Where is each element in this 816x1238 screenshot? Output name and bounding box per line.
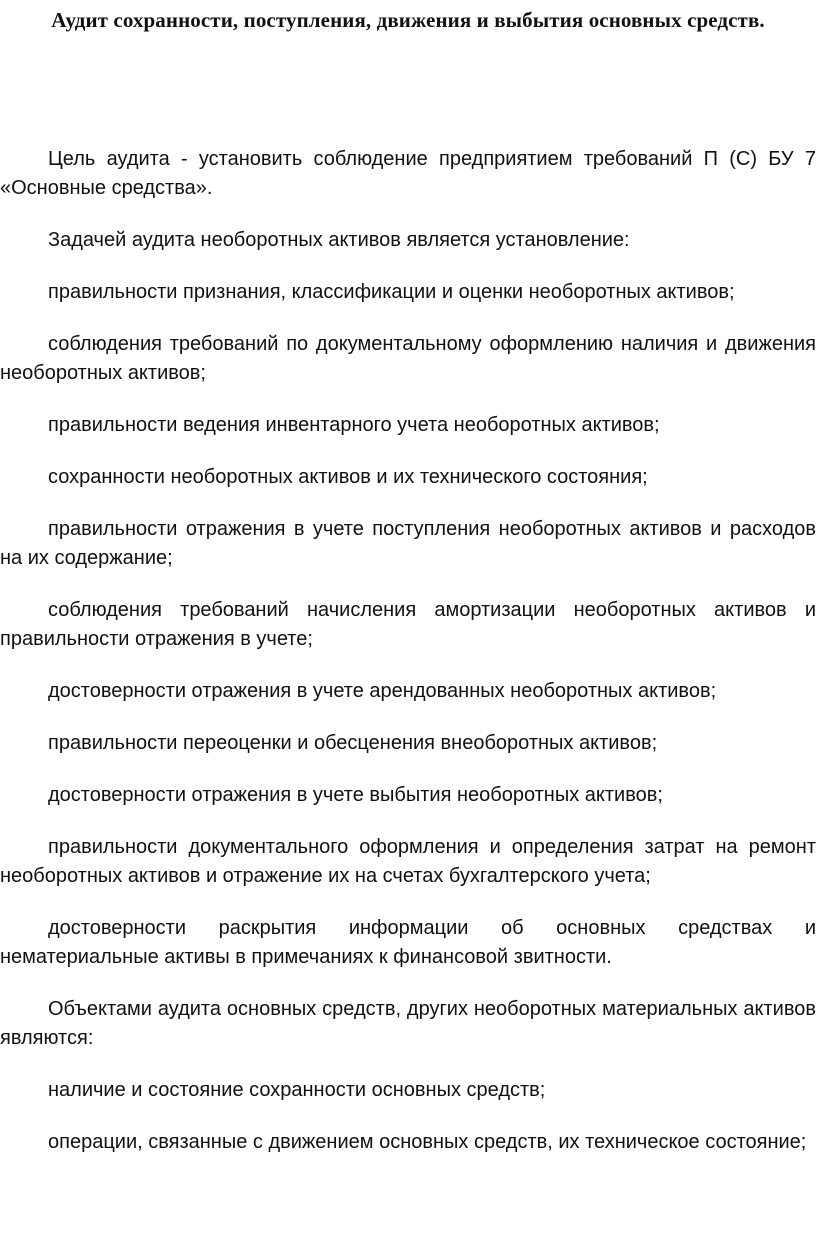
list-item: соблюдения требований по документальному оформлению наличия и движения необоротных активов; xyxy=(0,333,816,384)
list-item: правильности переоценки и обесценения внеоборотных активов; xyxy=(48,732,658,754)
list-item: наличие и состояние сохранности основных средств; xyxy=(48,1079,546,1101)
list-item: сохранности необоротных активов и их технического состояния; xyxy=(48,466,648,488)
document-body xyxy=(0,145,816,1157)
paragraph-audit-objects-intro: Объектами аудита основных средств, других необоротных материальных активов являются: xyxy=(0,998,816,1049)
paragraph-audit-tasks-intro: Задачей аудита необоротных активов является установление: xyxy=(48,229,630,251)
list-item: операции, связанные с движением основных средств, их техническое состояние; xyxy=(48,1131,807,1153)
list-item: достоверности раскрытия информации об основных средствах и нематериальные активы в примечаниях к финансовой звитности. xyxy=(0,917,816,968)
list-item: достоверности отражения в учете арендованных необоротных активов; xyxy=(48,680,717,702)
list-item: правильности документального оформления и определения затрат на ремонт необоротных активов и отражение их на счетах бухгалтерского учета; xyxy=(0,836,816,887)
list-item: правильности признания, классификации и оценки необоротных активов; xyxy=(48,281,735,303)
paragraph-audit-goal: Цель аудита - установить соблюдение предприятием требований П (С) БУ 7 «Основные средства». xyxy=(0,148,816,199)
list-item: соблюдения требований начисления амортизации необоротных активов и правильности отражения в учете; xyxy=(0,599,816,650)
document-title: Аудит сохранности, поступления, движения и выбытия основных средств. xyxy=(51,8,765,32)
list-item: достоверности отражения в учете выбытия необоротных активов; xyxy=(48,784,663,806)
list-item: правильности отражения в учете поступления необоротных активов и расходов на их содержание; xyxy=(0,518,816,569)
list-item: правильности ведения инвентарного учета необоротных активов; xyxy=(48,414,660,436)
